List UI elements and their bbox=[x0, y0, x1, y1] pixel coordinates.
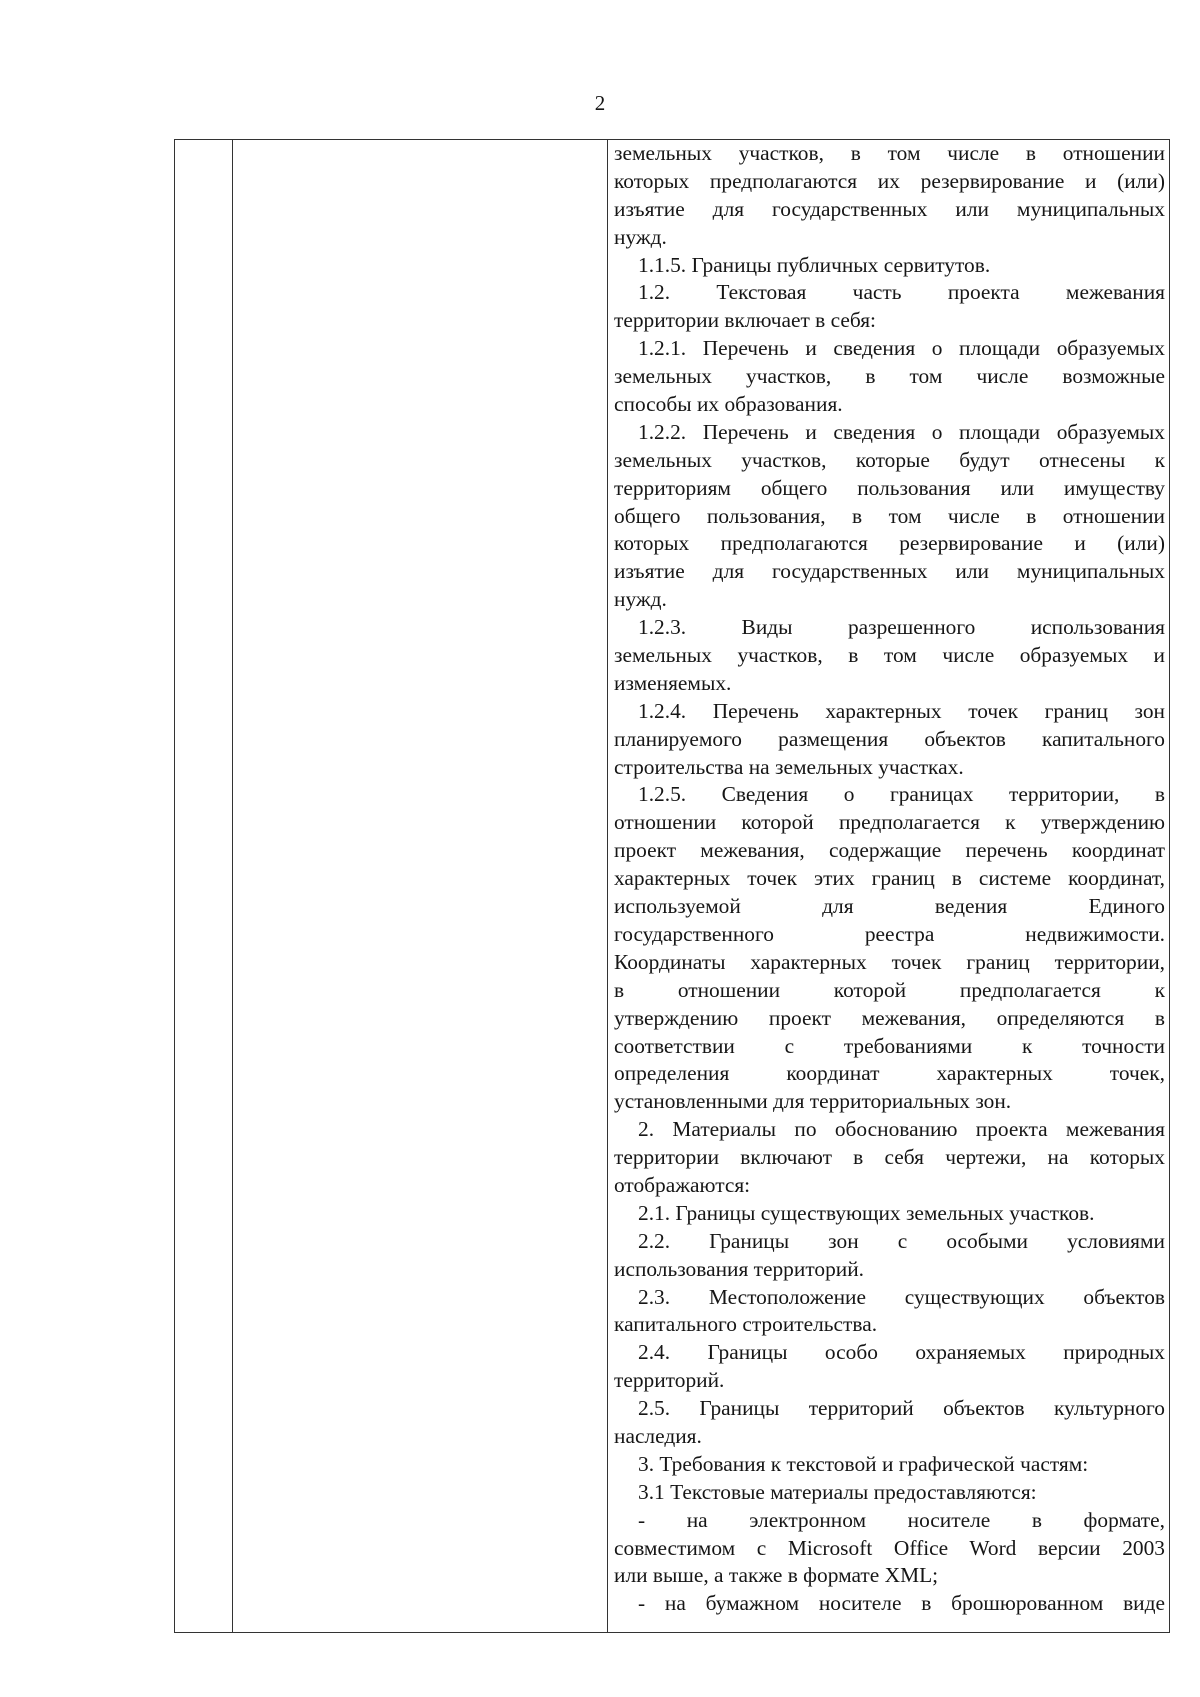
text-line: территории включает в себя: bbox=[614, 308, 876, 333]
text-line: которых предполагаются их резервирование и (или) bbox=[614, 168, 1165, 193]
text-line: - на бумажном носителе в брошюрованном виде bbox=[638, 1591, 1165, 1616]
text-line: 1.2. Текстовая часть проекта межевания bbox=[638, 280, 1165, 305]
text-line: наследия. bbox=[614, 1423, 702, 1448]
text-line: в отношении которой предполагается к bbox=[614, 977, 1165, 1002]
text-line: 3.1 Текстовые материалы предоставляются: bbox=[638, 1479, 1037, 1504]
text-line: использования территорий. bbox=[614, 1256, 865, 1281]
text-line: территориям общего пользования или имуществу bbox=[614, 475, 1165, 500]
text-line: 2.3. Местоположение существующих объектов bbox=[638, 1284, 1165, 1309]
text-line: утверждению проект межевания, определяются в bbox=[614, 1005, 1165, 1030]
text-line: нужд. bbox=[614, 587, 667, 612]
text-line: или выше, а также в формате XML; bbox=[614, 1563, 939, 1588]
text-line: земельных участков, которые будут отнесены к bbox=[614, 447, 1165, 472]
text-line: 2.1. Границы существующих земельных участков. bbox=[638, 1200, 1095, 1225]
text-line: земельных участков, в том числе образуемых и bbox=[614, 643, 1165, 668]
text-line: соответствии с требованиями к точности bbox=[614, 1033, 1165, 1058]
text-line: территории включают в себя чертежи, на которых bbox=[614, 1145, 1165, 1170]
text-line: планируемого размещения объектов капитального bbox=[614, 726, 1165, 751]
text-line: отображаются: bbox=[614, 1172, 751, 1197]
text-line: общего пользования, в том числе в отношении bbox=[614, 503, 1165, 528]
text-line: 1.2.4. Перечень характерных точек границ зон bbox=[638, 698, 1165, 723]
text-line: способы их образования. bbox=[614, 392, 843, 417]
document-table bbox=[174, 139, 1170, 1633]
text-line: 3. Требования к текстовой и графической частям: bbox=[638, 1451, 1089, 1476]
text-line: 1.1.5. Границы публичных сервитутов. bbox=[638, 252, 991, 277]
text-line: нужд. bbox=[614, 224, 667, 249]
text-line: 1.2.2. Перечень и сведения о площади образуемых bbox=[638, 419, 1165, 444]
text-line: 2. Материалы по обоснованию проекта межевания bbox=[638, 1117, 1165, 1142]
text-line: установленными для территориальных зон. bbox=[614, 1089, 1012, 1114]
text-line: государственного реестра недвижимости. bbox=[614, 921, 1165, 946]
text-line: определения координат характерных точек, bbox=[614, 1061, 1165, 1086]
text-line: 1.2.1. Перечень и сведения о площади образуемых bbox=[638, 336, 1165, 361]
page-number: 2 bbox=[594, 91, 606, 115]
text-line: 2.2. Границы зон с особыми условиями bbox=[638, 1228, 1165, 1253]
text-line: капитального строительства. bbox=[614, 1312, 878, 1337]
text-line: 2.5. Границы территорий объектов культурного bbox=[638, 1396, 1165, 1421]
column-divider-1 bbox=[232, 140, 233, 1632]
text-line: 1.2.5. Сведения о границах территории, в bbox=[638, 782, 1165, 807]
column-divider-2 bbox=[607, 140, 608, 1632]
text-line: строительства на земельных участках. bbox=[614, 754, 964, 779]
text-line: земельных участков, в том числе возможные bbox=[614, 364, 1165, 389]
requirements-text-cell bbox=[614, 140, 1165, 1618]
text-line: характерных точек этих границ в системе координат, bbox=[614, 866, 1165, 891]
text-line: 1.2.3. Виды разрешенного использования bbox=[638, 615, 1165, 640]
text-line: изменяемых. bbox=[614, 670, 732, 695]
text-line: - на электронном носителе в формате, bbox=[638, 1507, 1165, 1532]
text-line: изъятие для государственных или муниципальных bbox=[614, 196, 1165, 221]
text-line: земельных участков, в том числе в отношении bbox=[614, 141, 1165, 165]
text-line: проект межевания, содержащие перечень координат bbox=[614, 838, 1165, 863]
text-line: Координаты характерных точек границ территории, bbox=[614, 949, 1165, 974]
text-line: которых предполагаются резервирование и (или) bbox=[614, 531, 1165, 556]
text-line: совместимом с Microsoft Office Word версии 2003 bbox=[614, 1535, 1165, 1560]
text-line: используемой для ведения Единого bbox=[614, 894, 1165, 919]
text-line: 2.4. Границы особо охраняемых природных bbox=[638, 1340, 1165, 1365]
text-line: отношении которой предполагается к утверждению bbox=[614, 810, 1165, 835]
text-line: территорий. bbox=[614, 1368, 725, 1393]
text-line: изъятие для государственных или муниципальных bbox=[614, 559, 1165, 584]
